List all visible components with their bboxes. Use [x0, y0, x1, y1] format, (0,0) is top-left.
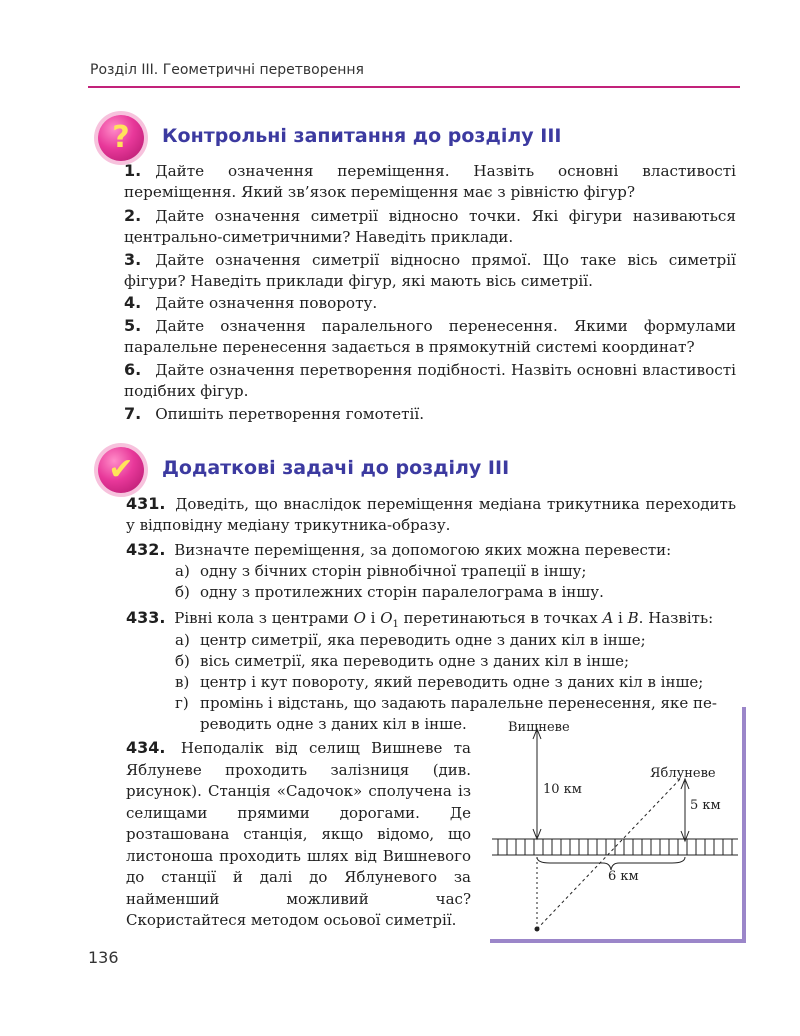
running-header: Розділ ІІІ. Геометричні перетворення	[90, 62, 364, 78]
problem-433-item-d-cont: реводить одне з даних кіл в інше.	[200, 715, 467, 733]
header-rule	[88, 86, 740, 88]
problem-433: 433. Рівні кола з центрами O і $O_1$ перетинаються в точках A і B. Назвіть:	[126, 608, 714, 630]
label-6km: 6 км	[608, 869, 639, 884]
section-title-problems: Додаткові задачі до розділу ІІІ	[162, 457, 510, 479]
question-6: 6. Дайте означення перетворення подібності. Назвіть основні властивості подібних фігур.	[124, 360, 736, 400]
label-5km: 5 км	[690, 798, 721, 813]
railway	[492, 839, 738, 855]
label-vyshneve: Вишневе	[508, 720, 570, 735]
page-number: 136	[88, 948, 119, 967]
reflected-point	[535, 927, 540, 932]
question-3: 3. Дайте означення симетрії відносно прямої. Що таке вісь симетрії фігури? Наведіть приклади фігур, які мають вісь симетрії.	[124, 250, 736, 290]
label-10km: 10 км	[543, 782, 582, 797]
question-mark-icon: ?	[98, 115, 144, 161]
problem-432-item-a: а) одну з бічних сторін рівнобічної трапеції в іншу;	[175, 562, 587, 580]
problem-431: 431. Доведіть, що внаслідок переміщення медіана трикутника переходить у відповідну медіану трикутника-образу.	[126, 494, 736, 534]
question-5: 5. Дайте означення паралельного перенесення. Якими формулами паралельне перенесення задається в прямокутній системі координат?	[124, 316, 736, 356]
problem-434: 434. Неподалік від селищ Вишневе та Яблуневе проходить залізниця (див. рисунок). Станція «Садочок» сполучена із селищами прямими дорогами. Де розташована станція, якщо відомо, що листоноша проходить шлях від Вишневого до станції й далі до Яблуневого за найменший можливий час? Скористайтеся методом осьової симетрії.	[126, 738, 471, 929]
question-2: 2. Дайте означення симетрії відносно точки. Які фігури називаються центрально-симетричними? Наведіть приклади.	[124, 206, 736, 246]
problem-432: 432. Визначте переміщення, за допомогою яких можна перевести:	[126, 540, 672, 559]
section-title-questions: Контрольні запитання до розділу ІІІ	[162, 125, 562, 147]
problem-433-item-c: в) центр і кут повороту, який переводить одне з даних кіл в інше;	[175, 673, 704, 691]
problem-433-item-b: б) вісь симетрії, яка переводить одне з даних кіл в інше;	[175, 652, 630, 670]
check-mark-icon: ✔	[98, 447, 144, 493]
question-7: 7. Опишіть перетворення гомотетії.	[124, 404, 425, 423]
problem-432-item-b: б) одну з протилежних сторін паралелограма в іншу.	[175, 583, 604, 601]
label-yabluneve: Яблуневе	[650, 766, 716, 781]
question-1: 1. Дайте означення переміщення. Назвіть основні властивості переміщення. Який зв’язок переміщення має з рівністю фігур?	[124, 161, 736, 201]
problem-433-item-a: а) центр симетрії, яка переводить одне з даних кіл в інше;	[175, 631, 646, 649]
question-4: 4. Дайте означення повороту.	[124, 293, 378, 312]
railway-figure	[490, 707, 748, 943]
problem-433-item-d: г) промінь і відстань, що задають паралельне перенесення, яке пе-	[175, 694, 717, 712]
